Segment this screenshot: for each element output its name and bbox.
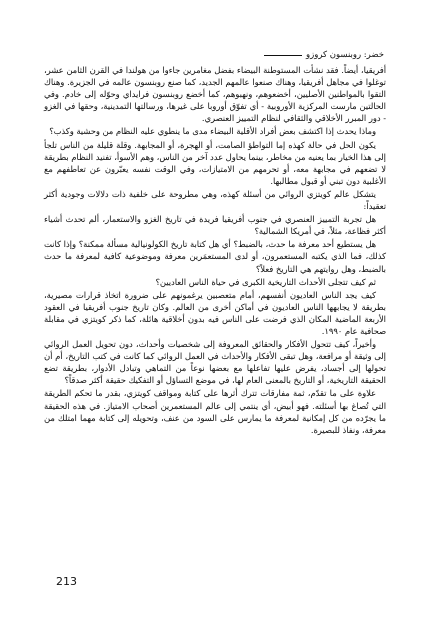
paragraph-6: هل يستطيع أحد معرفة ما حدث، بالضبط؟ أي هل كتابة تاريخ الكولونيالية مسألة ممكنة؟ وإذا كانت كذلك، فما الذي يكتبه المستعمرون، أو لدى المستعمَرين معرفة وموضوعية كافية لمعرفة ما حدث بالضبط، وهل روايتهم هي التاريخ فعلاً؟ [44, 239, 386, 274]
paragraph-9: وأخيراً، كيف تتحول الأفكار والحقائق المعروفة إلى شخصيات وأحداث، دون تحويل العمل الروائي إلى وثيقة أو مرافعة، وهل تبقى الأفكار والأحداث في العمل الروائي كما كانت في كتب التاريخ، أم أن تحولها إلى أجساد، يفرض عليها تفاعلها مع بعضها نوعاً من التماهي وتبادل الأدوار، بطريقة تضع الحقيقة التاريخية، أو التاريخ بالمعنى العام لها، في موضع التساؤل أو التفكيك حقيقة أكثر صدقاً؟ [44, 339, 386, 386]
running-header [160, 50, 384, 60]
header-rule [264, 55, 302, 56]
paragraph-7: ثم كيف تتجلى الأحداث التاريخية الكبرى في حياة الناس العاديين؟ [155, 276, 376, 287]
paragraph-2: وماذا يحدث إذا اكتشف بعض أفراد الأقلية البيضاء مدى ما ينطوي عليه النظام من وحشية وكذب؟ [49, 126, 376, 137]
paragraph-8: كيف يجد الناس العاديون أنفسهم، أمام متعصبين يرغمونهم على ضرورة اتخاذ قرارات مصيرية، بطريقة لا يجابهها الناس العاديون في أماكن أخرى من العالم. وكان تاريخ جنوب أفريقيا في العقود الأربعة الماضية المكان الذي فرضت على الناس فيه بدون أخلاقية هائلة، كما ذكر كويتزي في مقابلة صحافية عام ١٩٩٠. [44, 289, 386, 336]
header-title: خضر: روبنسون كروزو [306, 50, 384, 60]
paragraph-3: يكون الحل في حالة كهذه إما التواطؤ الصامت، أو الهجرة، أو المجابهة. وقلة قليلة من الناس تلجأ إلى هذا الخيار بما يعنيه من مخاطر، بينما يحاول عدد آخر من الناس، وهم الأسوأ، تفنيد النظام بطريقة لا تضعهم في مجابهة معه، أو تحرمهم من الامتيازات، وفي الوقت نفسه يعبّرون عن تعاطفهم مع الأغلبية دون تبني أو قبول مطالبها. [44, 139, 386, 186]
paragraph-5: هل تجربة التمييز العنصري في جنوب أفريقيا فريدة في تاريخ الغزو والاستعمار، ألم تحدث أشياء أكثر فظاعة، مثلاً، في أمريكا الشمالية؟ [44, 214, 386, 237]
page-number: 213 [56, 575, 77, 588]
page-body [44, 64, 386, 437]
paragraph-1: أفريقيا، أيضاً. فقد نشأت المستوطنة البيضاء بفضل مغامرين جاءوا من هولندا في القرن الثامن عشر، توغلوا في مجاهل أفريقيا، وهناك صنعوا عالمهم الجديد، كما صنع روبنسون عالمه في الجزيرة. وهناك التقوا بالمواطنين الأصليين، أخضعوهم، ونهبوهم، كما أخضع روبنسون فرايداي وحوّله إلى خادم. وفي الحالتين مارست المركزية الأوروبية - أي تفوّق أوروبا على غيرها، ورسالتها التمدينية، وحقها في الغزو - دور المبرر الأخلاقي والثقافي لنظام التمييز العنصري. [44, 65, 386, 124]
paragraph-10: علاوة على ما تقدّم، ثمة مفارقات تترك أثرها على كتابة ومواقف كويتزي، بقدر ما تحكم الطريقة التي تُصاغ بها أسئلته. فهو أبيض، أي ينتمي إلى عالم المستعمرين أصحاب الامتياز. في هذه الحقيقة ما يجرّده من كل إمكانية لمعرفة ما يمارس على السود من عنف، وتحويله إلى كتابة مهما امتلك من معرفة، ونفاذ للبصيرة. [44, 388, 386, 435]
paragraph-4: يتشكل عالم كويتزي الروائي من أسئلة كهذه، وهي مطروحة على خلفية ذات دلالات وجودية أكثر تعقيداً: [44, 188, 386, 212]
